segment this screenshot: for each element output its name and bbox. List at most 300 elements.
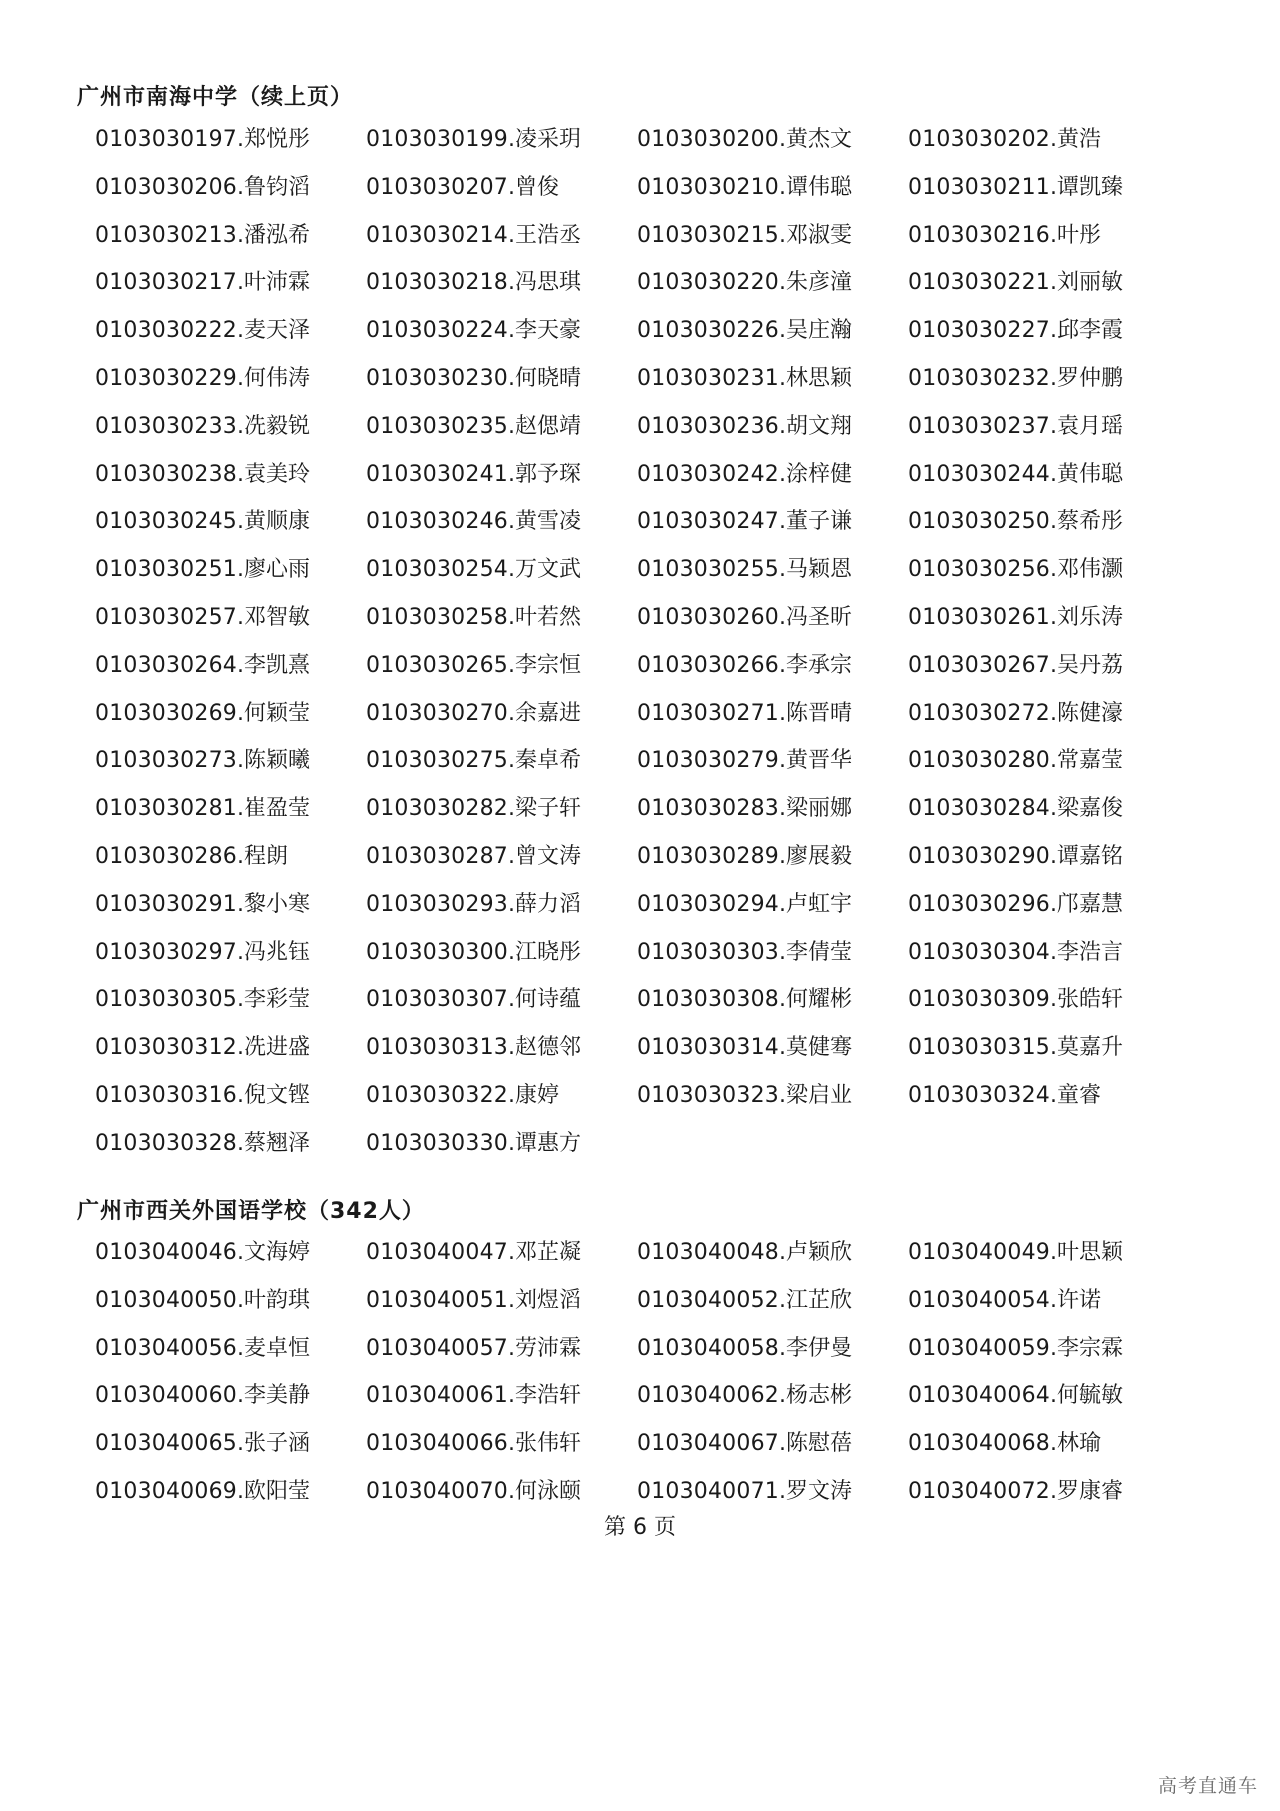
list-item [637, 594, 908, 642]
student-id: 0103040054 [908, 1287, 1050, 1313]
list-item [95, 1120, 366, 1168]
student-name: 何泳颐 [514, 1478, 581, 1504]
list-item [95, 690, 366, 738]
student-name: 余嘉进 [514, 700, 581, 726]
list-item [95, 929, 366, 977]
student-name: 李天豪 [514, 318, 581, 344]
student-name: 黄杰文 [785, 127, 852, 152]
list-item [366, 546, 637, 594]
student-id: 0103030229 [95, 365, 237, 391]
separator-dot: . [778, 939, 786, 965]
student-name: 李凯熹 [243, 652, 310, 678]
student-id: 0103040057 [366, 1335, 508, 1361]
list-item [637, 1277, 908, 1325]
separator-dot: . [778, 1082, 786, 1108]
student-id: 0103030231 [637, 365, 779, 391]
separator-dot: . [1049, 127, 1057, 152]
separator-dot: . [1049, 1335, 1057, 1361]
student-name: 李伊曼 [785, 1335, 852, 1361]
student-name: 张皓轩 [1056, 987, 1123, 1013]
student-name: 叶思颖 [1056, 1240, 1123, 1265]
student-name: 胡文翔 [785, 413, 852, 439]
student-id: 0103030235 [366, 413, 508, 439]
separator-dot: . [1049, 461, 1057, 487]
separator-dot: . [507, 1287, 515, 1313]
student-id: 0103030271 [637, 700, 779, 726]
separator-dot: . [1049, 987, 1057, 1013]
list-item [637, 451, 908, 499]
separator-dot: . [778, 270, 786, 296]
list-item [366, 116, 637, 164]
student-id: 0103040067 [637, 1431, 779, 1457]
student-name: 程朗 [243, 843, 288, 869]
list-item [908, 355, 1179, 403]
list-item [637, 1325, 908, 1373]
list-item [366, 451, 637, 499]
student-id: 0103030312 [95, 1035, 237, 1061]
student-name: 谭伟聪 [785, 174, 852, 200]
student-id: 0103030211 [908, 174, 1050, 200]
separator-dot: . [507, 1431, 515, 1457]
list-item [95, 881, 366, 929]
list-item [95, 642, 366, 690]
list-item [908, 737, 1179, 785]
list-item [637, 833, 908, 881]
list-item [637, 116, 908, 164]
list-item [95, 1072, 366, 1120]
separator-dot: . [778, 843, 786, 869]
list-item [366, 976, 637, 1024]
list-item [366, 403, 637, 451]
student-name: 廖心雨 [243, 557, 310, 583]
separator-dot: . [236, 318, 244, 344]
list-item [366, 259, 637, 307]
student-name: 鲁钧滔 [243, 174, 310, 200]
student-id: 0103030273 [95, 748, 237, 774]
student-name: 赵偲靖 [514, 413, 581, 439]
student-id: 0103030218 [366, 270, 508, 296]
student-name: 梁子轩 [514, 796, 581, 822]
list-item [366, 498, 637, 546]
list-item [637, 642, 908, 690]
separator-dot: . [236, 1240, 244, 1265]
list-item [908, 594, 1179, 642]
student-name: 陈健濠 [1056, 700, 1123, 726]
list-item [366, 881, 637, 929]
student-name: 马颖恩 [785, 557, 852, 583]
list-item [95, 403, 366, 451]
student-id: 0103030300 [366, 939, 508, 965]
student-name: 袁美玲 [243, 461, 310, 487]
student-name: 黄雪凌 [514, 509, 581, 535]
student-id: 0103030323 [637, 1082, 779, 1108]
student-id: 0103030244 [908, 461, 1050, 487]
student-id: 0103030313 [366, 1035, 508, 1061]
separator-dot: . [778, 796, 786, 822]
separator-dot: . [1049, 222, 1057, 248]
separator-dot: . [778, 1240, 786, 1265]
student-id: 0103030202 [908, 127, 1050, 152]
list-item [908, 116, 1179, 164]
separator-dot: . [1049, 557, 1057, 583]
separator-dot: . [778, 1335, 786, 1361]
list-item [95, 212, 366, 260]
separator-dot: . [1049, 509, 1057, 535]
list-item [95, 116, 366, 164]
student-name: 谭惠方 [514, 1130, 581, 1156]
student-name: 曾文涛 [514, 843, 581, 869]
list-item [637, 881, 908, 929]
separator-dot: . [507, 557, 515, 583]
student-id: 0103030200 [637, 127, 779, 152]
separator-dot: . [778, 365, 786, 391]
separator-dot: . [507, 1035, 515, 1061]
student-id: 0103030280 [908, 748, 1050, 774]
student-name: 赵德邻 [514, 1035, 581, 1061]
student-id: 0103030266 [637, 652, 779, 678]
student-id: 0103030221 [908, 270, 1050, 296]
student-name: 万文武 [514, 557, 581, 583]
student-name: 曾俊 [514, 174, 559, 200]
student-name: 冯兆钰 [243, 939, 310, 965]
separator-dot: . [507, 652, 515, 678]
list-item [95, 1325, 366, 1373]
student-name: 叶韵琪 [243, 1287, 310, 1313]
student-name: 冼毅锐 [243, 413, 310, 439]
student-name: 刘乐涛 [1056, 604, 1123, 630]
list-item [637, 1420, 908, 1468]
student-name: 李彩莹 [243, 987, 310, 1013]
separator-dot: . [236, 509, 244, 535]
list-item [637, 403, 908, 451]
student-id: 0103030303 [637, 939, 779, 965]
separator-dot: . [507, 413, 515, 439]
separator-dot: . [1049, 1383, 1057, 1409]
separator-dot: . [778, 557, 786, 583]
separator-dot: . [1049, 700, 1057, 726]
student-id: 0103030242 [637, 461, 779, 487]
student-name: 吴庄瀚 [785, 318, 852, 344]
student-name: 郑悦彤 [243, 127, 310, 152]
list-item [908, 212, 1179, 260]
separator-dot: . [236, 365, 244, 391]
student-name: 谭嘉铭 [1056, 843, 1123, 869]
student-name: 冯思琪 [514, 270, 581, 296]
student-name: 张子涵 [243, 1431, 310, 1457]
student-name: 黄晋华 [785, 748, 852, 774]
list-item [637, 929, 908, 977]
student-name: 麦天泽 [243, 318, 310, 344]
separator-dot: . [507, 748, 515, 774]
student-name: 薛力滔 [514, 891, 581, 917]
student-name: 罗文涛 [785, 1478, 852, 1504]
student-id: 0103040062 [637, 1383, 779, 1409]
list-item [95, 976, 366, 1024]
student-id: 0103030222 [95, 318, 237, 344]
student-name: 邓智敏 [243, 604, 310, 630]
student-id: 0103030238 [95, 461, 237, 487]
student-id: 0103030260 [637, 604, 779, 630]
name-list [95, 1229, 1179, 1516]
separator-dot: . [778, 1478, 786, 1504]
list-item [637, 1372, 908, 1420]
student-name: 黄顺康 [243, 509, 310, 535]
student-name: 常嘉莹 [1056, 748, 1123, 774]
student-name: 朱彦潼 [785, 270, 852, 296]
student-id: 0103030275 [366, 748, 508, 774]
list-item [366, 737, 637, 785]
student-name: 黄浩 [1056, 127, 1101, 152]
student-id: 0103030206 [95, 174, 237, 200]
student-id: 0103030215 [637, 222, 779, 248]
student-name: 秦卓希 [514, 748, 581, 774]
student-id: 0103030283 [637, 796, 779, 822]
separator-dot: . [507, 1240, 515, 1265]
student-id: 0103030296 [908, 891, 1050, 917]
student-id: 0103030309 [908, 987, 1050, 1013]
student-id: 0103030207 [366, 174, 508, 200]
student-name: 何晓晴 [514, 365, 581, 391]
separator-dot: . [507, 365, 515, 391]
separator-dot: . [236, 987, 244, 1013]
student-id: 0103030307 [366, 987, 508, 1013]
separator-dot: . [236, 796, 244, 822]
list-item [366, 690, 637, 738]
student-name: 王浩丞 [514, 222, 581, 248]
list-item [908, 1325, 1179, 1373]
separator-dot: . [236, 174, 244, 200]
student-id: 0103040046 [95, 1240, 237, 1265]
separator-dot: . [1049, 748, 1057, 774]
student-name: 莫嘉升 [1056, 1035, 1123, 1061]
separator-dot: . [1049, 1035, 1057, 1061]
list-item [95, 1277, 366, 1325]
student-id: 0103040059 [908, 1335, 1050, 1361]
separator-dot: . [507, 174, 515, 200]
separator-dot: . [1049, 604, 1057, 630]
list-item [637, 259, 908, 307]
student-id: 0103040047 [366, 1240, 508, 1265]
separator-dot: . [1049, 318, 1057, 344]
separator-dot: . [1049, 652, 1057, 678]
student-id: 0103040048 [637, 1240, 779, 1265]
student-id: 0103040071 [637, 1478, 779, 1504]
student-name: 劳沛霖 [514, 1335, 581, 1361]
separator-dot: . [1049, 365, 1057, 391]
list-item [908, 498, 1179, 546]
list-item [95, 833, 366, 881]
separator-dot: . [778, 748, 786, 774]
separator-dot: . [507, 843, 515, 869]
student-id: 0103040065 [95, 1431, 237, 1457]
student-id: 0103030286 [95, 843, 237, 869]
list-item [908, 259, 1179, 307]
section-heading: 广州市西关外国语学校（342人） [77, 1199, 425, 1224]
list-item [366, 594, 637, 642]
list-item [95, 546, 366, 594]
student-id: 0103040064 [908, 1383, 1050, 1409]
student-name: 叶若然 [514, 604, 581, 630]
separator-dot: . [778, 318, 786, 344]
list-item [95, 498, 366, 546]
separator-dot: . [507, 1335, 515, 1361]
list-item [637, 1229, 908, 1277]
separator-dot: . [1049, 270, 1057, 296]
student-name: 莫健骞 [785, 1035, 852, 1061]
student-id: 0103040060 [95, 1383, 237, 1409]
student-id: 0103040066 [366, 1431, 508, 1457]
student-name: 卢颖欣 [785, 1240, 852, 1265]
student-id: 0103030305 [95, 987, 237, 1013]
student-id: 0103040068 [908, 1431, 1050, 1457]
student-name: 卢虹宇 [785, 891, 852, 917]
separator-dot: . [507, 509, 515, 535]
separator-dot: . [236, 843, 244, 869]
student-name: 梁丽娜 [785, 796, 852, 822]
list-item [366, 355, 637, 403]
student-name: 崔盈莹 [243, 796, 310, 822]
separator-dot: . [507, 461, 515, 487]
separator-dot: . [778, 652, 786, 678]
list-item [366, 1277, 637, 1325]
separator-dot: . [1049, 413, 1057, 439]
separator-dot: . [236, 1478, 244, 1504]
separator-dot: . [1049, 1082, 1057, 1108]
separator-dot: . [507, 222, 515, 248]
student-id: 0103030247 [637, 509, 779, 535]
student-name: 袁月瑶 [1056, 413, 1123, 439]
separator-dot: . [236, 413, 244, 439]
student-name: 林瑜 [1056, 1431, 1101, 1457]
list-item [908, 451, 1179, 499]
student-name: 邓伟灏 [1056, 557, 1123, 583]
list-item [637, 212, 908, 260]
separator-dot: . [236, 891, 244, 917]
student-id: 0103030232 [908, 365, 1050, 391]
list-item [366, 642, 637, 690]
student-name: 倪文铿 [243, 1082, 310, 1108]
student-id: 0103040056 [95, 1335, 237, 1361]
separator-dot: . [236, 1082, 244, 1108]
separator-dot: . [1049, 174, 1057, 200]
student-id: 0103030291 [95, 891, 237, 917]
separator-dot: . [236, 1035, 244, 1061]
list-item [637, 355, 908, 403]
student-id: 0103040049 [908, 1240, 1050, 1265]
list-item [908, 1072, 1179, 1120]
student-name: 刘丽敏 [1056, 270, 1123, 296]
list-item [908, 164, 1179, 212]
student-id: 0103040069 [95, 1478, 237, 1504]
list-item [366, 1072, 637, 1120]
student-name: 文海婷 [243, 1240, 310, 1265]
list-item [637, 976, 908, 1024]
student-name: 何耀彬 [785, 987, 852, 1013]
student-id: 0103030270 [366, 700, 508, 726]
list-item [908, 1229, 1179, 1277]
separator-dot: . [236, 652, 244, 678]
student-name: 欧阳莹 [243, 1478, 310, 1504]
list-item [908, 881, 1179, 929]
name-list [95, 116, 1179, 1168]
student-name: 康婷 [514, 1082, 559, 1108]
list-item [366, 1024, 637, 1072]
student-id: 0103030315 [908, 1035, 1050, 1061]
student-id: 0103030255 [637, 557, 779, 583]
list-item [908, 1420, 1179, 1468]
separator-dot: . [236, 1383, 244, 1409]
list-item [366, 1229, 637, 1277]
student-id: 0103030314 [637, 1035, 779, 1061]
separator-dot: . [778, 604, 786, 630]
student-name: 童睿 [1056, 1082, 1101, 1108]
student-id: 0103030224 [366, 318, 508, 344]
separator-dot: . [778, 174, 786, 200]
separator-dot: . [507, 700, 515, 726]
student-id: 0103030290 [908, 843, 1050, 869]
separator-dot: . [507, 318, 515, 344]
student-id: 0103030304 [908, 939, 1050, 965]
list-item [908, 929, 1179, 977]
separator-dot: . [1049, 1478, 1057, 1504]
list-item [637, 1072, 908, 1120]
list-item [366, 833, 637, 881]
list-item [366, 212, 637, 260]
student-id: 0103030226 [637, 318, 779, 344]
student-name: 麦卓恒 [243, 1335, 310, 1361]
separator-dot: . [507, 1383, 515, 1409]
student-id: 0103040058 [637, 1335, 779, 1361]
student-name: 廖展毅 [785, 843, 852, 869]
student-id: 0103030281 [95, 796, 237, 822]
separator-dot: . [778, 509, 786, 535]
student-name: 潘泓希 [243, 222, 310, 248]
student-name: 许诺 [1056, 1287, 1101, 1313]
student-name: 叶彤 [1056, 222, 1101, 248]
student-id: 0103040070 [366, 1478, 508, 1504]
student-id: 0103030233 [95, 413, 237, 439]
student-name: 李浩言 [1056, 939, 1123, 965]
separator-dot: . [778, 1431, 786, 1457]
list-item [366, 1120, 637, 1168]
student-name: 陈慰蓓 [785, 1431, 852, 1457]
list-item [95, 164, 366, 212]
student-name: 邓芷凝 [514, 1240, 581, 1265]
student-id: 0103030256 [908, 557, 1050, 583]
separator-dot: . [778, 700, 786, 726]
student-id: 0103030241 [366, 461, 508, 487]
student-name: 江晓彤 [514, 939, 581, 965]
student-id: 0103040061 [366, 1383, 508, 1409]
student-name: 蔡希彤 [1056, 509, 1123, 535]
separator-dot: . [507, 270, 515, 296]
student-name: 张伟轩 [514, 1431, 581, 1457]
list-item [637, 546, 908, 594]
student-id: 0103030322 [366, 1082, 508, 1108]
student-id: 0103030216 [908, 222, 1050, 248]
separator-dot: . [1049, 796, 1057, 822]
list-item [637, 164, 908, 212]
watermark: 高考直通车 [1157, 1775, 1258, 1797]
separator-dot: . [778, 413, 786, 439]
separator-dot: . [1049, 1240, 1057, 1265]
student-id: 0103030330 [366, 1130, 508, 1156]
student-id: 0103030236 [637, 413, 779, 439]
section-heading: 广州市南海中学（续上页） [77, 85, 354, 110]
separator-dot: . [236, 461, 244, 487]
list-item [366, 929, 637, 977]
student-name: 叶沛霖 [243, 270, 310, 296]
